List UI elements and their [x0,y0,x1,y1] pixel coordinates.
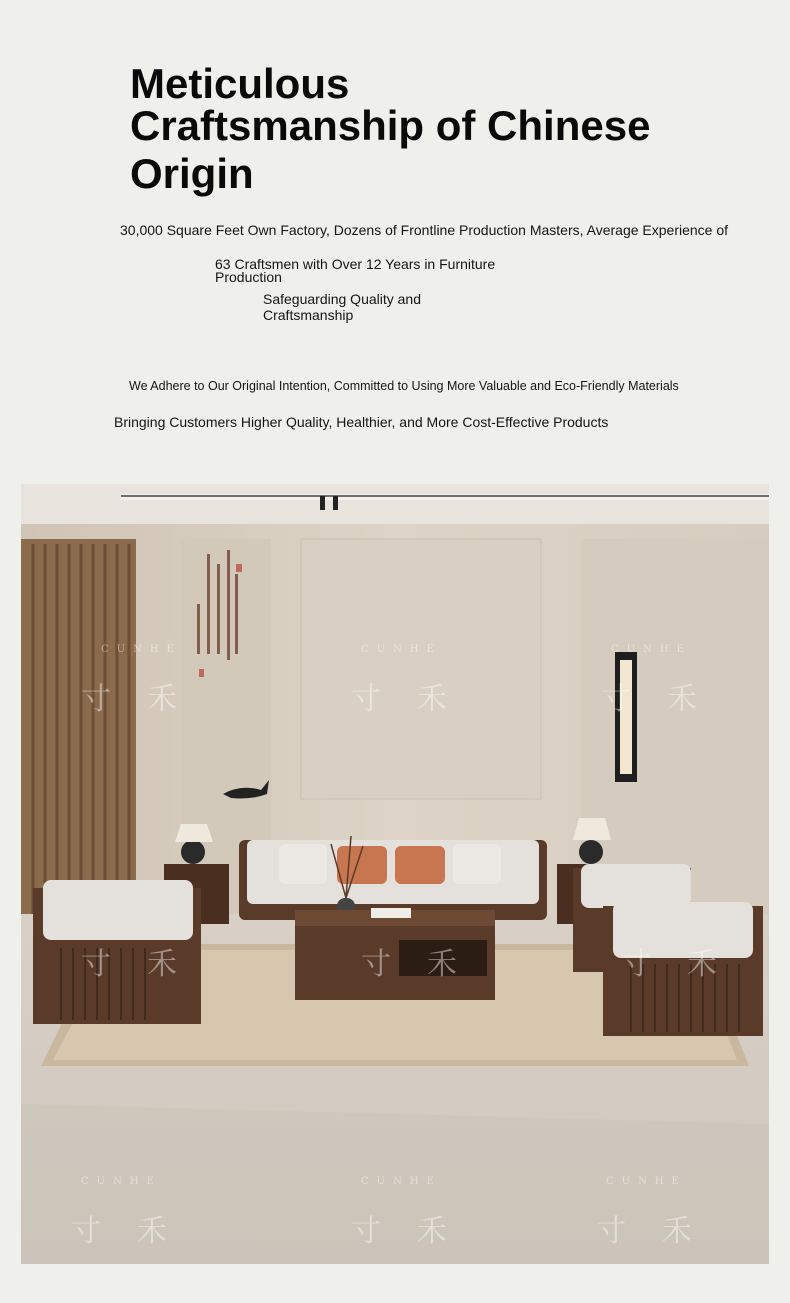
watermark-brand: CUNHE [361,644,442,655]
living-room-photo [21,484,769,1264]
watermark-chinese: 寸禾 [596,1214,728,1249]
living-room-illustration [21,484,769,1264]
watermark-brand: CUNHE [606,1176,687,1187]
watermark-chinese: 寸禾 [351,1214,483,1249]
watermark-chinese: 寸禾 [601,682,733,717]
headline-line-2: Craftsmanship of Chinese [130,102,651,149]
watermark-chinese: 寸禾 [351,682,483,717]
watermark-chinese: 寸禾 [71,1214,203,1249]
watermark-chinese: 寸禾 [81,682,213,717]
watermark-brand: CUNHE [81,1176,162,1187]
headline-line-1: Meticulous [130,60,350,107]
watermark-chinese: 寸禾 [621,947,753,982]
watermark-chinese: 寸禾 [361,947,493,982]
products-text: Bringing Customers Higher Quality, Healthier, and More Cost-Effective Products [114,414,609,430]
watermark-brand: CUNHE [611,644,692,655]
intention-text: We Adhere to Our Original Intention, Committed to Using More Valuable and Eco-Friendly Materials [129,379,679,393]
headline-line-3: Origin [130,150,254,197]
quality-text: Safeguarding Quality and Craftsmanship [263,291,421,323]
watermark-brand: CUNHE [361,1176,442,1187]
watermark-brand: CUNHE [101,644,182,655]
factory-text: 30,000 Square Feet Own Factory, Dozens of Frontline Production Masters, Average Experience of [120,222,729,238]
craftsmen-text: 63 Craftsmen with Over 12 Years in Furniture Production [215,256,496,285]
watermark-chinese: 寸禾 [81,947,213,982]
headline [130,60,690,200]
